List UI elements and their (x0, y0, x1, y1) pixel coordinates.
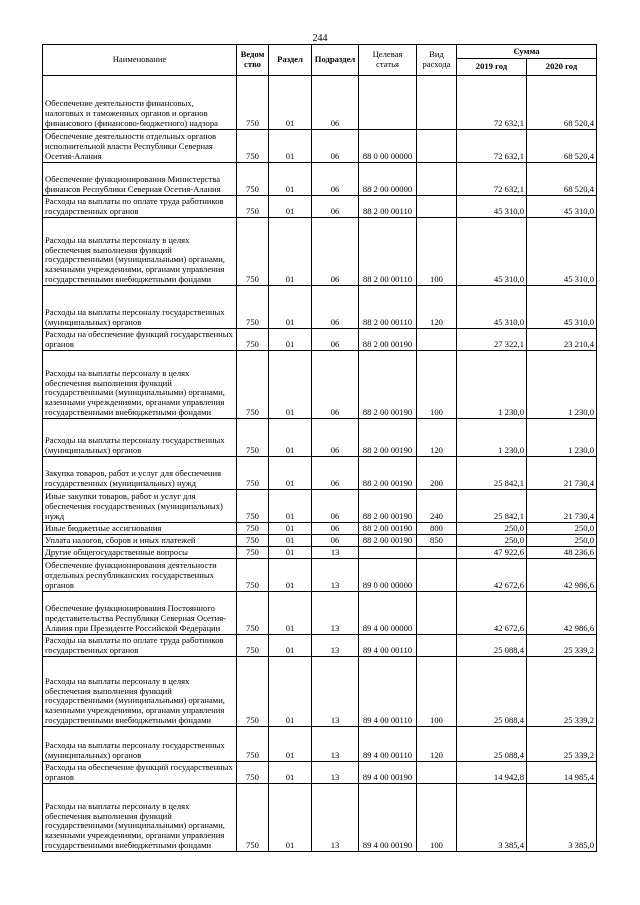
row-name: Обеспечение деятельности финансовых, налоговых и таможенных органов и органов финансового (финансово-бюджетного) надзора (43, 76, 237, 130)
row-celevaya-statya: 89 4 00 00110 (359, 657, 417, 727)
row-vid-raskhoda: 850 (417, 535, 457, 547)
row-podrazdel: 06 (312, 218, 359, 286)
row-celevaya-statya (359, 547, 417, 559)
header-podrazdel: Подраздел (312, 45, 359, 76)
row-name: Иные бюджетные ассигнования (43, 523, 237, 535)
row-sum-2019: 72 632,1 (457, 76, 527, 130)
header-vedomstvo: Ведом ство (237, 45, 269, 76)
row-podrazdel: 06 (312, 130, 359, 163)
row-razdel: 01 (269, 351, 312, 419)
row-celevaya-statya: 88 2 00 00110 (359, 196, 417, 218)
header-summa: Сумма (457, 45, 597, 59)
row-razdel: 01 (269, 218, 312, 286)
row-sum-2020: 25 339,2 (527, 657, 597, 727)
table-row (43, 419, 597, 457)
row-sum-2019: 45 310,0 (457, 286, 527, 329)
row-vid-raskhoda (417, 762, 457, 784)
table-row (43, 196, 597, 218)
row-vid-raskhoda (417, 592, 457, 635)
row-name: Расходы на выплаты персоналу государственных (муниципальных) органов (43, 286, 237, 329)
header-2019: 2019 год (457, 59, 527, 76)
row-celevaya-statya: 89 0 00 00000 (359, 559, 417, 592)
table-row (43, 163, 597, 196)
row-name: Расходы на выплаты персоналу в целях обеспечения выполнения функций государственными (муниципальными) органами, казенными учреждениями, органами управления государственными внебюджетными фондами (43, 784, 237, 852)
row-razdel: 01 (269, 727, 312, 762)
table-row (43, 657, 597, 727)
table-row (43, 592, 597, 635)
row-sum-2019: 25 088,4 (457, 657, 527, 727)
row-sum-2020: 23 210,4 (527, 329, 597, 351)
row-podrazdel: 06 (312, 163, 359, 196)
row-razdel: 01 (269, 535, 312, 547)
row-sum-2020: 42 986,6 (527, 592, 597, 635)
row-celevaya-statya: 88 2 00 00190 (359, 329, 417, 351)
table-row (43, 523, 597, 535)
row-celevaya-statya: 89 4 00 00000 (359, 592, 417, 635)
row-name: Обеспечение функционирования деятельности отдельных республиканских государственных органов (43, 559, 237, 592)
row-sum-2020: 25 339,2 (527, 635, 597, 657)
row-name: Расходы на выплаты персоналу государственных (муниципальных) органов (43, 727, 237, 762)
row-razdel: 01 (269, 784, 312, 852)
row-vid-raskhoda (417, 547, 457, 559)
row-podrazdel: 06 (312, 76, 359, 130)
row-sum-2020: 45 310,0 (527, 196, 597, 218)
row-name: Иные закупки товаров, работ и услуг для обеспечения государственных (муниципальных) нужд (43, 490, 237, 523)
row-podrazdel: 06 (312, 351, 359, 419)
table-row (43, 218, 597, 286)
row-vedomstvo: 750 (237, 635, 269, 657)
row-vid-raskhoda (417, 196, 457, 218)
row-razdel: 01 (269, 163, 312, 196)
row-name: Расходы на обеспечение функций государственных органов (43, 762, 237, 784)
row-vid-raskhoda (417, 635, 457, 657)
row-razdel: 01 (269, 419, 312, 457)
row-celevaya-statya (359, 76, 417, 130)
row-celevaya-statya: 88 2 00 00110 (359, 218, 417, 286)
row-podrazdel: 13 (312, 635, 359, 657)
row-vid-raskhoda (417, 130, 457, 163)
row-vid-raskhoda (417, 559, 457, 592)
row-podrazdel: 13 (312, 547, 359, 559)
row-celevaya-statya: 88 2 00 00190 (359, 535, 417, 547)
row-sum-2019: 42 672,6 (457, 592, 527, 635)
row-sum-2020: 68 520,4 (527, 130, 597, 163)
row-name: Расходы на выплаты по оплате труда работников государственных органов (43, 196, 237, 218)
row-podrazdel: 06 (312, 535, 359, 547)
header-razdel: Раздел (269, 45, 312, 76)
row-vedomstvo: 750 (237, 762, 269, 784)
row-vid-raskhoda: 120 (417, 727, 457, 762)
row-sum-2020: 21 730,4 (527, 490, 597, 523)
row-sum-2020: 48 236,6 (527, 547, 597, 559)
row-sum-2019: 25 088,4 (457, 635, 527, 657)
row-sum-2019: 250,0 (457, 523, 527, 535)
row-sum-2019: 25 842,1 (457, 457, 527, 490)
row-razdel: 01 (269, 329, 312, 351)
row-sum-2019: 72 632,1 (457, 130, 527, 163)
row-vid-raskhoda (417, 163, 457, 196)
table-row (43, 635, 597, 657)
table-row (43, 762, 597, 784)
row-name: Расходы на выплаты персоналу в целях обеспечения выполнения функций государственными (муниципальными) органами, казенными учреждениями, органами управления государственными внебюджетными фондами (43, 657, 237, 727)
row-razdel: 01 (269, 635, 312, 657)
row-vid-raskhoda: 120 (417, 286, 457, 329)
row-name: Закупка товаров, работ и услуг для обеспечения государственных (муниципальных) нужд (43, 457, 237, 490)
row-vid-raskhoda: 100 (417, 351, 457, 419)
table-row (43, 130, 597, 163)
row-celevaya-statya: 88 2 00 00190 (359, 457, 417, 490)
row-vedomstvo: 750 (237, 559, 269, 592)
row-razdel: 01 (269, 657, 312, 727)
row-vedomstvo: 750 (237, 535, 269, 547)
row-razdel: 01 (269, 559, 312, 592)
row-sum-2019: 250,0 (457, 535, 527, 547)
row-sum-2020: 1 230,0 (527, 419, 597, 457)
row-vid-raskhoda: 100 (417, 657, 457, 727)
row-razdel: 01 (269, 523, 312, 535)
row-vedomstvo: 750 (237, 657, 269, 727)
table-row (43, 286, 597, 329)
row-celevaya-statya: 88 2 00 00190 (359, 351, 417, 419)
row-name: Обеспечение функционирования Постоянного представительства Республики Северная Осетия-Алания при Президенте Российской Федерации (43, 592, 237, 635)
row-vedomstvo: 750 (237, 490, 269, 523)
row-vid-raskhoda: 200 (417, 457, 457, 490)
row-sum-2020: 42 986,6 (527, 559, 597, 592)
row-sum-2019: 45 310,0 (457, 196, 527, 218)
row-podrazdel: 13 (312, 559, 359, 592)
row-sum-2019: 42 672,6 (457, 559, 527, 592)
row-sum-2020: 250,0 (527, 535, 597, 547)
row-podrazdel: 13 (312, 727, 359, 762)
row-sum-2019: 25 088,4 (457, 727, 527, 762)
row-sum-2019: 14 942,8 (457, 762, 527, 784)
row-vedomstvo: 750 (237, 286, 269, 329)
row-name: Расходы на обеспечение функций государственных органов (43, 329, 237, 351)
row-sum-2019: 72 632,1 (457, 163, 527, 196)
table-row (43, 535, 597, 547)
row-celevaya-statya: 88 0 00 00000 (359, 130, 417, 163)
row-podrazdel: 06 (312, 286, 359, 329)
row-vedomstvo: 750 (237, 419, 269, 457)
row-razdel: 01 (269, 196, 312, 218)
row-celevaya-statya: 88 2 00 00190 (359, 523, 417, 535)
header-celevaya: Целевая статья (359, 45, 417, 76)
row-razdel: 01 (269, 762, 312, 784)
row-celevaya-statya: 89 4 00 00190 (359, 762, 417, 784)
row-razdel: 01 (269, 490, 312, 523)
row-vid-raskhoda: 100 (417, 784, 457, 852)
header-name: Наименование (43, 45, 237, 76)
row-sum-2019: 25 842,1 (457, 490, 527, 523)
budget-table (42, 44, 597, 852)
row-razdel: 01 (269, 457, 312, 490)
header-2020: 2020 год (527, 59, 597, 76)
table-row (43, 784, 597, 852)
row-razdel: 01 (269, 547, 312, 559)
row-celevaya-statya: 89 4 00 00110 (359, 635, 417, 657)
row-name: Расходы на выплаты персоналу государственных (муниципальных) органов (43, 419, 237, 457)
row-vedomstvo: 750 (237, 76, 269, 130)
row-sum-2019: 3 385,4 (457, 784, 527, 852)
row-vid-raskhoda (417, 76, 457, 130)
row-celevaya-statya: 89 4 00 00190 (359, 784, 417, 852)
row-vid-raskhoda (417, 329, 457, 351)
row-name: Расходы на выплаты персоналу в целях обеспечения выполнения функций государственными (муниципальными) органами, казенными учреждениями, органами управления государственными внебюджетными фондами (43, 218, 237, 286)
header-vid: Вид расхода (417, 45, 457, 76)
table-row (43, 727, 597, 762)
row-sum-2020: 45 310,0 (527, 286, 597, 329)
row-vedomstvo: 750 (237, 784, 269, 852)
page-number: 244 (312, 33, 328, 44)
table-row (43, 351, 597, 419)
table-row (43, 547, 597, 559)
row-celevaya-statya: 88 2 00 00190 (359, 490, 417, 523)
row-vedomstvo: 750 (237, 218, 269, 286)
row-celevaya-statya: 89 4 00 00110 (359, 727, 417, 762)
row-podrazdel: 06 (312, 457, 359, 490)
row-celevaya-statya: 88 2 00 00110 (359, 286, 417, 329)
table-row (43, 329, 597, 351)
row-sum-2020: 25 339,2 (527, 727, 597, 762)
row-sum-2019: 1 230,0 (457, 351, 527, 419)
row-vedomstvo: 750 (237, 523, 269, 535)
row-vedomstvo: 750 (237, 196, 269, 218)
row-razdel: 01 (269, 592, 312, 635)
row-vedomstvo: 750 (237, 457, 269, 490)
row-podrazdel: 06 (312, 419, 359, 457)
table-row (43, 490, 597, 523)
row-podrazdel: 06 (312, 329, 359, 351)
row-sum-2020: 14 985,4 (527, 762, 597, 784)
row-sum-2020: 45 310,0 (527, 218, 597, 286)
row-sum-2020: 21 730,4 (527, 457, 597, 490)
row-vid-raskhoda: 240 (417, 490, 457, 523)
row-podrazdel: 13 (312, 592, 359, 635)
row-celevaya-statya: 88 2 00 00190 (359, 419, 417, 457)
row-celevaya-statya: 88 2 00 00000 (359, 163, 417, 196)
row-vedomstvo: 750 (237, 351, 269, 419)
row-sum-2019: 45 310,0 (457, 218, 527, 286)
row-podrazdel: 06 (312, 490, 359, 523)
row-sum-2019: 1 230,0 (457, 419, 527, 457)
row-name: Обеспечение деятельности отдельных органов исполнительной власти Республики Северная Осетия-Алания (43, 130, 237, 163)
row-vedomstvo: 750 (237, 329, 269, 351)
row-podrazdel: 06 (312, 523, 359, 535)
row-name: Другие общегосударственные вопросы (43, 547, 237, 559)
row-razdel: 01 (269, 76, 312, 130)
row-vedomstvo: 750 (237, 547, 269, 559)
row-vid-raskhoda: 100 (417, 218, 457, 286)
row-podrazdel: 13 (312, 657, 359, 727)
row-podrazdel: 06 (312, 196, 359, 218)
row-name: Расходы на выплаты персоналу в целях обеспечения выполнения функций государственными (муниципальными) органами, казенными учреждениями, органами управления государственными внебюджетными фондами (43, 351, 237, 419)
row-sum-2020: 68 520,4 (527, 76, 597, 130)
row-razdel: 01 (269, 286, 312, 329)
row-vedomstvo: 750 (237, 130, 269, 163)
row-sum-2019: 47 922,6 (457, 547, 527, 559)
row-name: Уплата налогов, сборов и иных платежей (43, 535, 237, 547)
row-name: Расходы на выплаты по оплате труда работников государственных органов (43, 635, 237, 657)
row-sum-2020: 3 385,0 (527, 784, 597, 852)
row-vedomstvo: 750 (237, 592, 269, 635)
table-row (43, 457, 597, 490)
row-razdel: 01 (269, 130, 312, 163)
row-vid-raskhoda: 120 (417, 419, 457, 457)
row-sum-2020: 68 520,4 (527, 163, 597, 196)
row-vedomstvo: 750 (237, 727, 269, 762)
table-row (43, 76, 597, 130)
row-sum-2020: 250,0 (527, 523, 597, 535)
row-vedomstvo: 750 (237, 163, 269, 196)
row-name: Обеспечение функционирования Министерства финансов Республики Северная Осетия-Алания (43, 163, 237, 196)
table-row (43, 559, 597, 592)
row-vid-raskhoda: 800 (417, 523, 457, 535)
row-podrazdel: 13 (312, 784, 359, 852)
row-podrazdel: 13 (312, 762, 359, 784)
row-sum-2019: 27 322,1 (457, 329, 527, 351)
row-sum-2020: 1 230,0 (527, 351, 597, 419)
